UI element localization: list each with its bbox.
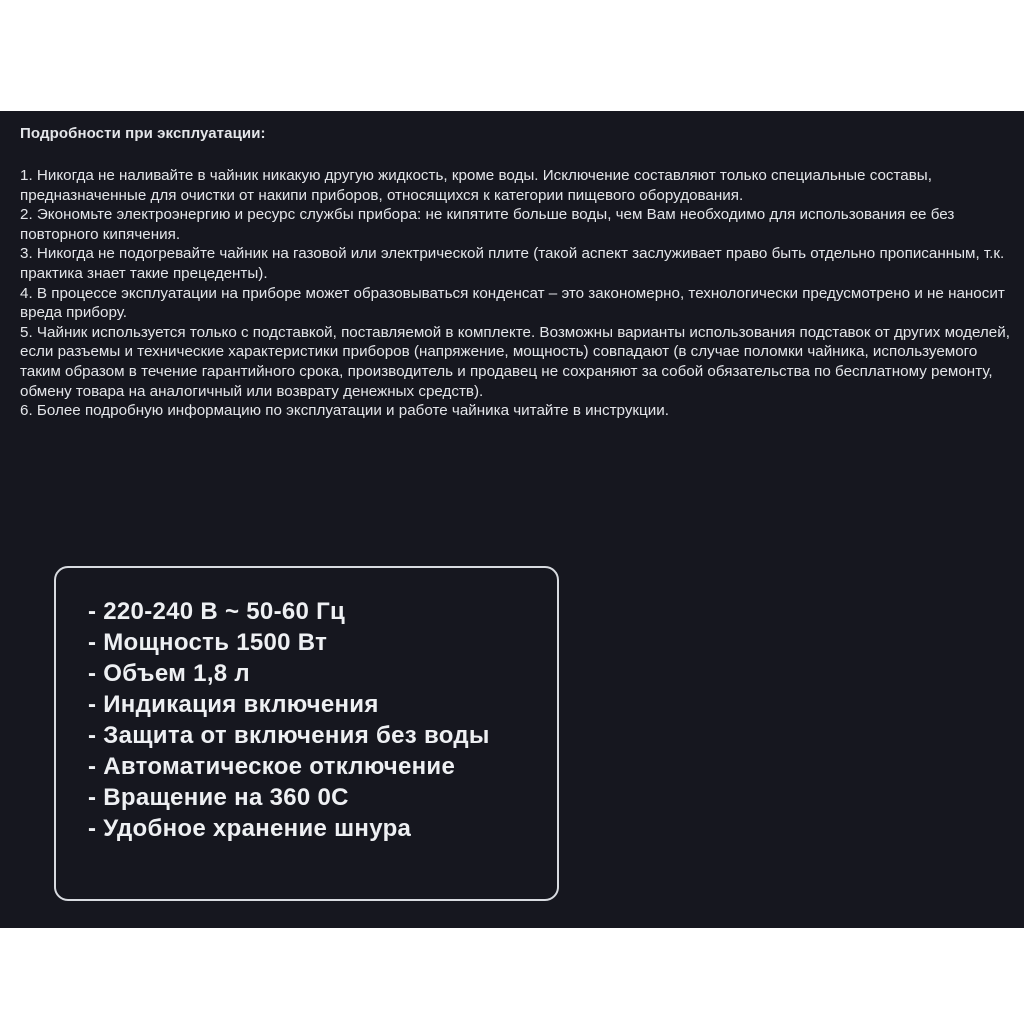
- spec-item-auto-off: - Автоматическое отключение: [88, 753, 456, 780]
- instruction-item: 3. Никогда не подогревайте чайник на газовой или электрической плите (такой аспект заслуживает право быть отдельно прописанным, т.к. практика знает такие прецеденты).: [20, 245, 1005, 282]
- spec-item-dry-protection: - Защита от включения без воды: [88, 722, 490, 749]
- instruction-item: 4. В процессе эксплуатации на приборе может образовываться конденсат – это закономерно, технологически предусмотрено и не наносит вреда прибору.: [20, 284, 1005, 322]
- instructions-list: [20, 166, 1010, 421]
- instruction-item: 6. Более подробную информацию по эксплуатации и работе чайника читайте в инструкции.: [20, 402, 669, 420]
- spec-item-cord-storage: - Удобное хранение шнура: [88, 815, 412, 842]
- instruction-item: 2. Экономьте электроэнергию и ресурс службы прибора: не кипятите больше воды, чем Вам необходимо для использования ее без повторного кипячения.: [20, 206, 955, 243]
- spec-item-power: - Мощность 1500 Вт: [88, 629, 328, 656]
- instruction-item: 5. Чайник используется только с подставкой, поставляемой в комплекте. Возможны варианты использования подставок от других моделей, если разъемы и технические характеристики приборов (напряжение, мощность) совпадают (в случае поломки чайника, используемого таким образом в течение гарантийного срока, производитель и продавец не сохраняют за собой обязательства по бесплатному ремонту, обмену товара на аналогичный или возврату денежных средств).: [20, 323, 1010, 400]
- spec-item-rotation: - Вращение на 360 0С: [88, 784, 349, 811]
- spec-item-voltage: - 220-240 В ~ 50-60 Гц: [88, 598, 346, 625]
- spec-item-indicator: - Индикация включения: [88, 691, 379, 718]
- instruction-item: 1. Никогда не наливайте в чайник никакую другую жидкость, кроме воды. Исключение составляют только специальные составы, предназначенные для очистки от накипи приборов, относящихся к категории пищевого оборудования.: [20, 167, 932, 204]
- specifications-list: [88, 596, 528, 844]
- spec-item-volume: - Объем 1,8 л: [88, 660, 250, 687]
- specifications-box: [54, 566, 559, 901]
- instruction-panel: [0, 111, 1024, 928]
- section-heading: Подробности при эксплуатации:: [20, 125, 266, 142]
